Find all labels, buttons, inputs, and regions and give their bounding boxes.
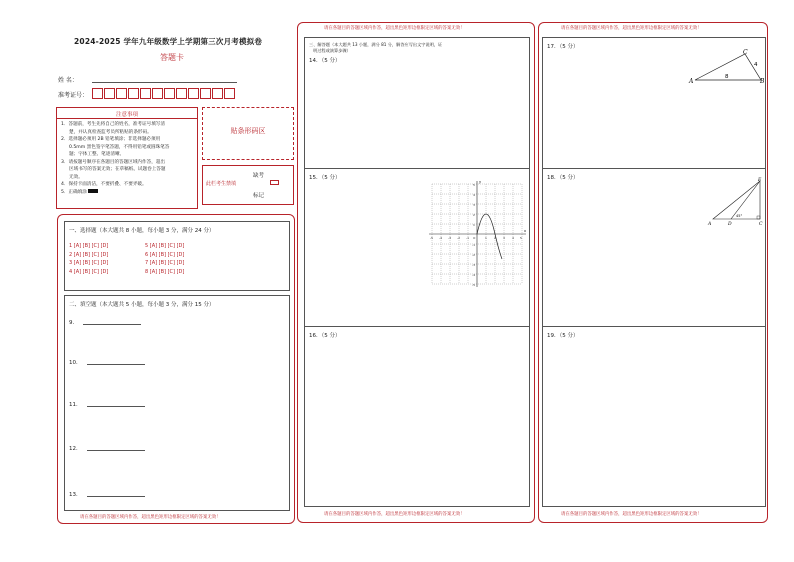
name-label: 姓 名： (58, 77, 78, 84)
choice-row[interactable]: 1 [A] [B] [C] [D] (69, 243, 109, 249)
note-line: 3．请按题号顺序在各题目的答题区域内作答，超出 (61, 159, 165, 165)
side-label-ab: 8 (725, 74, 729, 80)
section3-title-line1: 三、解答题（本大题共 13 小题，满分 81 分，解答应写出文字说明，证 (309, 42, 443, 47)
q18-area[interactable] (543, 169, 765, 327)
x-tick-label: O (473, 236, 476, 240)
fill-answer-line[interactable] (87, 406, 145, 407)
page-title: 2024-2025 学年九年级数学上学期第三次月考模拟卷 (74, 37, 263, 46)
q16-area[interactable] (305, 327, 529, 507)
y-tick-label: 5 (473, 183, 475, 187)
vertex-label-a: A (689, 78, 694, 85)
fill-section (64, 295, 290, 511)
y-tick-label: 2 (473, 213, 475, 217)
warning-text: 请在各题目的答题区域内作答，超出黑色矩形边框限定区域的答案无效！ (80, 515, 221, 520)
triangle-figure-18 (703, 177, 763, 227)
warning-text: 请在各题目的答题区域内作答，超出黑色矩形边框限定区域的答案无效！ (561, 512, 702, 517)
x-tick-label: -1 (466, 236, 469, 240)
warning-text: 请在各题目的答题区域内作答，超出黑色矩形边框限定区域的答案无效！ (561, 26, 702, 31)
page-subtitle: 答题卡 (160, 53, 184, 62)
note-line: 1．答题前，考生先将自己的姓名，准考证号填写清 (61, 122, 165, 127)
note-line: 题；字体工整、笔迹清晰。 (69, 152, 125, 157)
q18-label: 18．（5 分） (547, 175, 579, 181)
note-line: 楚，并认真检查监考员所粘贴的条形码。 (69, 129, 152, 135)
warning-text: 请在各题目的答题区域内作答，超出黑色矩形边框限定区域的答案无效！ (324, 512, 465, 517)
absent-label-bottom: 标记 (253, 193, 265, 199)
section1-title: 一、选择题（本大题共 8 小题，每小题 3 分，满分 24 分） (69, 228, 215, 234)
q17-area[interactable] (543, 38, 765, 169)
angle-label: 45° (736, 214, 743, 218)
note-line: 无效。 (69, 174, 83, 180)
x-tick-label: 2 (494, 236, 496, 240)
warning-text: 请在各题目的答题区域内作答，超出黑色矩形边框限定区域的答案无效！ (324, 26, 465, 31)
x-tick-label: -3 (448, 236, 451, 240)
fill-item-11: 11． (69, 402, 82, 408)
vertex-label-c: C (743, 49, 748, 56)
y-axis-label: y (479, 180, 482, 184)
y-tick-label: -5 (472, 283, 475, 287)
y-tick-label: -1 (472, 243, 475, 247)
section3-title-line2: 明过程或演算步骤） (313, 48, 351, 53)
vertex-label-e: E (758, 178, 762, 183)
fill-item-12: 12． (69, 446, 82, 452)
choice-row[interactable]: 6 [A] [B] [C] [D] (145, 251, 185, 258)
name-field[interactable] (92, 82, 237, 83)
absent-label-left: 此栏考生禁填 (206, 181, 237, 187)
absent-checkbox[interactable] (270, 180, 279, 185)
x-tick-label: 1 (485, 236, 487, 240)
q14-area[interactable] (305, 38, 529, 169)
x-tick-label: -4 (439, 236, 442, 240)
q14-label: 14．（5 分） (309, 58, 341, 64)
barcode-area (202, 107, 294, 160)
fill-answer-line[interactable] (87, 364, 145, 365)
y-tick-label: 1 (473, 223, 475, 227)
q19-label: 19．（5 分） (547, 333, 579, 339)
vertex-label-b: B (760, 78, 765, 85)
q19-area[interactable] (543, 327, 765, 507)
side-label-bc: 4 (754, 62, 758, 68)
q15-area[interactable] (305, 169, 529, 327)
y-tick-label: 3 (473, 203, 475, 207)
y-tick-label: -3 (472, 263, 475, 267)
parabola-curve (477, 214, 502, 259)
triangle-figure-17 (683, 48, 765, 88)
filled-sample-mark (88, 189, 98, 193)
fill-item-13: 13． (69, 492, 82, 498)
x-tick-label: 4 (512, 236, 514, 240)
vertex-label-c: C (759, 222, 763, 227)
y-tick-label: -4 (472, 273, 475, 277)
choice-row[interactable]: 8 [A] [B] [C] [D] (145, 268, 185, 275)
x-tick-label: 5 (520, 236, 522, 240)
barcode-label: 贴条形码区 (230, 127, 266, 135)
note-line: 0.5mm 黑色签字笔答题，不得用铅笔或圆珠笔答 (69, 144, 170, 150)
choice-row[interactable]: 5 [A] [B] [C] [D] (145, 243, 185, 249)
vertex-label-d: D (728, 222, 732, 227)
coordinate-grid (427, 179, 527, 291)
x-tick-label: 3 (503, 236, 505, 240)
answer-region-right (538, 22, 768, 523)
note-line: 4．保持卡面清洁，不要折叠、不要弄破。 (61, 182, 147, 187)
x-tick-label: -5 (430, 236, 433, 240)
q16-label: 16．（5 分） (309, 333, 341, 339)
choice-row[interactable]: 3 [A] [B] [C] [D] (69, 260, 109, 266)
note-line: 2．选择题必须用 2B 铅笔填涂；非选择题必须用 (61, 137, 161, 142)
fill-answer-line[interactable] (87, 450, 145, 451)
fill-answer-line[interactable] (87, 496, 145, 497)
fill-answer-line[interactable] (83, 324, 141, 325)
y-tick-label: -2 (472, 253, 475, 257)
choice-row[interactable]: 7 [A] [B] [C] [D] (145, 260, 185, 266)
choice-row[interactable]: 2 [A] [B] [C] [D] (69, 251, 109, 258)
answer-region-middle (297, 22, 535, 523)
vertex-label-a: A (708, 222, 712, 227)
choice-row[interactable]: 4 [A] [B] [C] [D] (69, 268, 109, 275)
absent-box (202, 165, 294, 205)
fill-item-9: 9． (69, 320, 78, 326)
notes-title: 注意事项 (115, 112, 138, 118)
notes-box (56, 107, 198, 209)
x-axis-label: x (524, 229, 527, 233)
section2-title: 二、填空题（本大题共 5 小题，每小题 3 分，满分 15 分） (69, 302, 215, 308)
x-tick-label: -2 (457, 236, 460, 240)
absent-label-top: 缺考 (253, 173, 265, 179)
y-tick-label: 4 (473, 193, 475, 197)
answer-region-left (57, 214, 295, 524)
note-line: 区域书写的答案无效；在草稿纸、试题卷上答题 (69, 167, 166, 172)
note-line: 5．正确填涂 (61, 189, 169, 197)
choice-section (64, 221, 290, 291)
q15-label: 15．（5 分） (309, 175, 341, 181)
fill-item-10: 10． (69, 360, 82, 366)
exam-id-label: 准考证号： (58, 92, 89, 99)
q17-label: 17．（5 分） (547, 44, 579, 50)
